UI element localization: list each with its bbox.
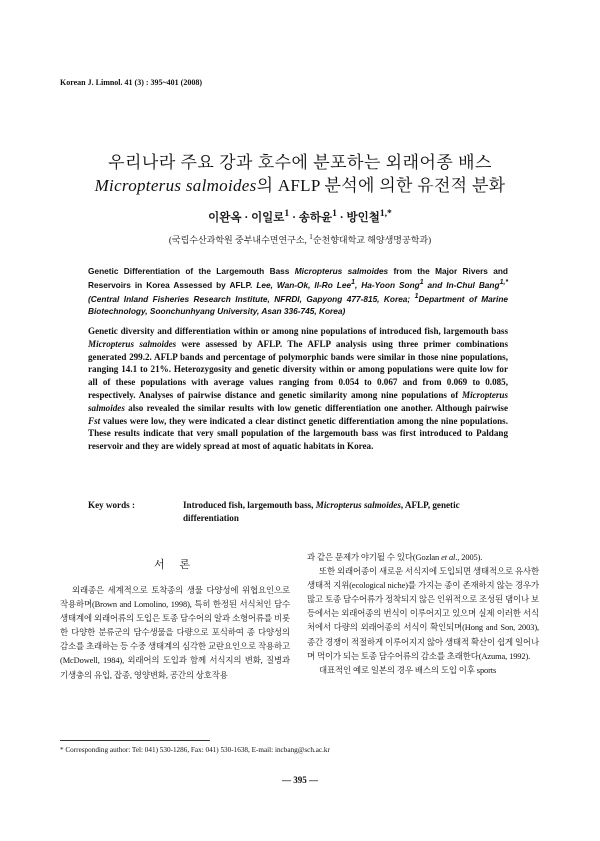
- abstract-text: Genetic diversity and differentiation within or among nine populations of introduced fish, largemouth bass: [88, 326, 508, 336]
- affiliation-sup: 1: [309, 232, 313, 241]
- text: 과 같은 문제가 야기될 수 있다(Gozlan: [307, 553, 442, 562]
- keywords-part1: Introduced fish, largemouth bass,: [183, 500, 316, 510]
- abstract-italic: Micropterus salmoides: [88, 338, 177, 349]
- keywords-list: [183, 499, 513, 525]
- affiliation-part2: 순천향대학교 해양생명공학과): [312, 235, 432, 245]
- intro-paragraph-3: 대표적인 예로 일본의 경우 배스의 도입 이후 sports: [319, 665, 497, 675]
- en-sup: 1,*: [499, 279, 509, 287]
- en-sup: 1: [351, 279, 355, 287]
- species-name: Micropterus salmoides: [94, 176, 257, 195]
- korean-affiliation: [0, 232, 600, 246]
- en-affiliation-2: Department of Marine Biotechnology, Soonchunhyang University, Asan 336-745, Korea): [88, 293, 508, 317]
- abstract-text: were assessed by AFLP. The AFLP analysis using three primer combinations generated 299.2. AFLP bands and percentage of polymorphic bands were similar in those nine populations, ranging 14.1 to 21%. Heterozygosity and genetic diversity within or among populations were quite low for all of these populations with average values ranging from 0.054 to 0.067 and from 0.069 to 0.085, respectively. Analyses of pairwise distance and genetic similarity among nine populations of: [88, 338, 508, 400]
- page-number: — 395 —: [282, 775, 318, 785]
- text: ., 2005).: [455, 553, 483, 562]
- author-names-2: · 송하윤: [289, 211, 333, 224]
- abstract: [88, 325, 508, 453]
- corresponding-author-footnote: * Corresponding author: Tel: 041) 530-1286, Fax: 041) 530-1638, E-mail: incbang@sch.ac.kr: [60, 746, 330, 754]
- intro-paragraph: 외래종은 세계적으로 토착종의 생물 다양성에 위협요인으로 작용하며(Brown and Lomolino, 1998), 특히 한정된 서식처인 담수 생태계에 외래어류의 도입은 토종 담수어의 알과 소형어류를 비롯한 다양한 분류군의 담수생물을 다량으로 포식하여 종 다양성의 감소를 초래하는 등 수중 생태계의 심각한 교란요인으로 작용하고(McDowell, 1984), 외래어의 도입과 함께 서식지의 변화, 질병과 기생충의 유입, 잡종, 영양변화, 공간의 상호작용: [60, 586, 290, 680]
- en-authors-1: Lee, Wan-Ok, Il-Ro Lee: [256, 279, 352, 290]
- keywords-species: Micropterus salmoides: [315, 500, 401, 510]
- right-column: [307, 551, 539, 678]
- keywords-part2: , AFLP, genetic differentiation: [183, 500, 460, 523]
- affiliation-part1: (국립수산과학원 중부내수면연구소,: [168, 235, 310, 245]
- abstract-text: values were low, they were indicated a clear distinct genetic differentiation among the nine populations. These results indicate that very small population of the largemouth bass was first introduced to Paldang reservoir and they are widely spread at most of aquatic habitats in Korea.: [88, 415, 508, 452]
- author-names-3: · 방인철: [336, 211, 380, 224]
- en-title-part1: Genetic Differentiation of the Largemouth Bass: [88, 266, 295, 276]
- english-title-block: [88, 265, 508, 317]
- korean-title-line2: [0, 171, 600, 196]
- left-column: [60, 584, 290, 683]
- korean-authors: [0, 208, 600, 225]
- en-sup: 1: [414, 293, 419, 301]
- abstract-italic: Fst: [88, 415, 101, 426]
- section-title-introduction: 서 론: [153, 559, 196, 571]
- korean-title-line1: 우리나라 주요 강과 호수에 분포하는 외래어종 배스: [108, 153, 492, 172]
- journal-citation: Korean J. Limnol. 41 (3) : 395~401 (2008): [60, 78, 203, 87]
- en-affiliation-1: (Central Inland Fisheries Research Institute, NFRDI, Gapyong 477-815, Korea;: [88, 293, 415, 304]
- keywords: [88, 499, 518, 525]
- intro-paragraph-2: 또한 외래어종이 새로운 서식지에 도입되면 생태적으로 유사한 생태적 지위(ecological niche)를 가지는 종이 존재하지 않는 경우가 많고 토종 담수어류가 정착되지 않은 인위적으로 조성된 댐이나 보 등에서는 외래어종의 번식이 이루어지고 있으며 실제 이러한 서식처에서 다량의 외래어종의 서식이 확인되며(Hong and Son, 2003), 종간 경쟁이 적절하게 이루어지지 않아 생태적 확산이 쉽게 일어나며 먹이가 되는 토종 담수어류의 감소를 초래한다(Azuma, 1992).: [307, 567, 539, 661]
- en-title-part2: from the Major Rivers and Reservoirs in Korea Assessed by AFLP.: [88, 266, 508, 290]
- en-authors-2: , Ha-Yoon Song: [354, 279, 420, 290]
- text-italic: et al: [441, 553, 456, 562]
- en-sup: 1: [419, 279, 424, 287]
- author-sup: 1: [284, 208, 290, 219]
- title-line2-rest: 의 AFLP 분석에 의한 유전적 분화: [256, 176, 506, 195]
- author-sup: 1,*: [379, 208, 392, 219]
- author-names-1: 이완옥 · 이일로: [208, 211, 285, 224]
- abstract-italic: Micropterus salmoides: [88, 389, 508, 413]
- keywords-label: Key words :: [88, 500, 135, 510]
- abstract-text: also revealed the similar results with low genetic differentiation one another. Although pairwise: [124, 402, 508, 413]
- footnote-divider: [60, 740, 210, 741]
- en-title-species: Micropterus salmoides: [294, 266, 389, 276]
- en-authors-3: and In-Chul Bang: [423, 279, 500, 290]
- intro-paragraph-continued: [307, 551, 539, 565]
- author-sup: 1: [332, 208, 337, 219]
